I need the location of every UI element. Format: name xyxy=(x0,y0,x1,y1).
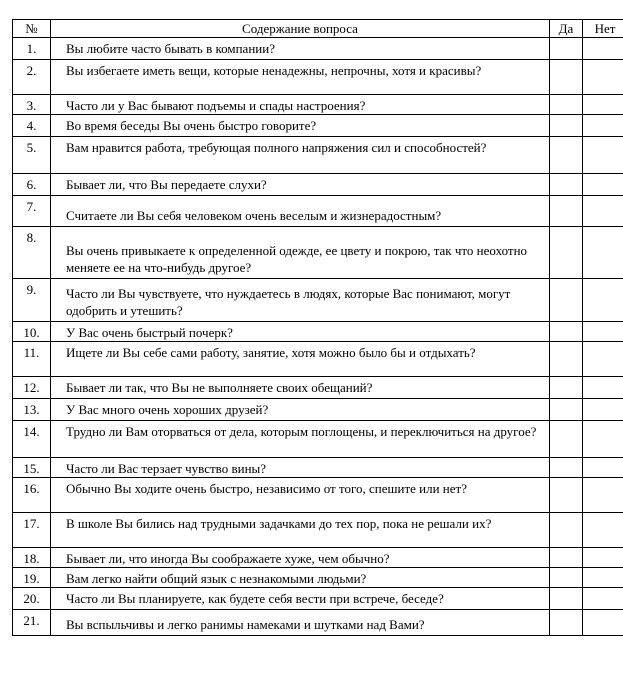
answer-yes-cell[interactable] xyxy=(550,421,583,458)
question-number: 17. xyxy=(13,513,51,548)
answer-yes-cell[interactable] xyxy=(550,137,583,174)
question-number: 18. xyxy=(13,548,51,568)
answer-no-cell[interactable] xyxy=(583,548,623,568)
question-rows xyxy=(13,38,623,636)
answer-no-cell[interactable] xyxy=(583,174,623,196)
answer-yes-cell[interactable] xyxy=(550,588,583,610)
answer-yes-cell[interactable] xyxy=(550,174,583,196)
answer-no-cell[interactable] xyxy=(583,610,623,636)
answer-yes-cell[interactable] xyxy=(550,342,583,377)
answer-yes-cell[interactable] xyxy=(550,513,583,548)
answer-yes-cell[interactable] xyxy=(550,38,583,60)
question-text: У Вас много очень хороших друзей? xyxy=(51,399,550,421)
answer-no-cell[interactable] xyxy=(583,399,623,421)
table-row xyxy=(13,548,623,568)
table-row xyxy=(13,342,623,377)
question-text: Ищете ли Вы себе сами работу, занятие, хотя можно было бы и отдыхать? xyxy=(51,342,550,377)
table-row xyxy=(13,568,623,588)
answer-no-cell[interactable] xyxy=(583,322,623,342)
answer-yes-cell[interactable] xyxy=(550,610,583,636)
answer-no-cell[interactable] xyxy=(583,458,623,478)
answer-yes-cell[interactable] xyxy=(550,60,583,95)
question-text: Часто ли Вы планируете, как будете себя вести при встрече, беседе? xyxy=(51,588,550,610)
question-number: 12. xyxy=(13,377,51,399)
table-row xyxy=(13,377,623,399)
question-text: Во время беседы Вы очень быстро говорите? xyxy=(51,115,550,137)
question-number: 4. xyxy=(13,115,51,137)
question-text: Вы избегаете иметь вещи, которые ненадежны, непрочны, хотя и красивы? xyxy=(51,60,550,95)
table-row xyxy=(13,279,623,322)
table-row xyxy=(13,174,623,196)
header-yes: Да xyxy=(550,20,583,38)
question-number: 13. xyxy=(13,399,51,421)
header-num: № xyxy=(13,20,51,38)
table-row xyxy=(13,137,623,174)
table-row xyxy=(13,322,623,342)
answer-yes-cell[interactable] xyxy=(550,377,583,399)
question-text: Вы очень привыкаете к определенной одежде, ее цвету и покрою, так что неохотно меняете ее на что-нибудь другое? xyxy=(51,227,550,279)
question-text: Вам легко найти общий язык с незнакомыми людьми? xyxy=(51,568,550,588)
question-text: Часто ли Вас терзает чувство вины? xyxy=(51,458,550,478)
answer-no-cell[interactable] xyxy=(583,342,623,377)
answer-no-cell[interactable] xyxy=(583,421,623,458)
question-number: 7. xyxy=(13,196,51,227)
header-no: Нет xyxy=(583,20,623,38)
answer-yes-cell[interactable] xyxy=(550,568,583,588)
table-row xyxy=(13,227,623,279)
question-text: Бывает ли, что иногда Вы соображаете хуже, чем обычно? xyxy=(51,548,550,568)
answer-yes-cell[interactable] xyxy=(550,115,583,137)
table-row xyxy=(13,196,623,227)
answer-no-cell[interactable] xyxy=(583,568,623,588)
question-text: Бывает ли так, что Вы не выполняете своих обещаний? xyxy=(51,377,550,399)
question-text: Бывает ли, что Вы передаете слухи? xyxy=(51,174,550,196)
answer-yes-cell[interactable] xyxy=(550,95,583,115)
table-row xyxy=(13,38,623,60)
table-row xyxy=(13,588,623,610)
table-row xyxy=(13,95,623,115)
question-number: 16. xyxy=(13,478,51,513)
answer-no-cell[interactable] xyxy=(583,137,623,174)
answer-yes-cell[interactable] xyxy=(550,279,583,322)
answer-no-cell[interactable] xyxy=(583,115,623,137)
table-row xyxy=(13,115,623,137)
answer-yes-cell[interactable] xyxy=(550,196,583,227)
table-row xyxy=(13,610,623,636)
table-row xyxy=(13,399,623,421)
question-number: 9. xyxy=(13,279,51,322)
question-text: В школе Вы бились над трудными задачками до тех пор, пока не решали их? xyxy=(51,513,550,548)
question-number: 3. xyxy=(13,95,51,115)
answer-no-cell[interactable] xyxy=(583,38,623,60)
answer-yes-cell[interactable] xyxy=(550,478,583,513)
header-content: Содержание вопроса xyxy=(51,20,550,38)
table-row xyxy=(13,458,623,478)
answer-yes-cell[interactable] xyxy=(550,322,583,342)
question-number: 2. xyxy=(13,60,51,95)
question-number: 19. xyxy=(13,568,51,588)
question-number: 21. xyxy=(13,610,51,636)
question-number: 8. xyxy=(13,227,51,279)
question-text: Трудно ли Вам оторваться от дела, которым поглощены, и переключиться на другое? xyxy=(51,421,550,458)
question-text: Вы любите часто бывать в компании? xyxy=(51,38,550,60)
answer-no-cell[interactable] xyxy=(583,196,623,227)
header-row xyxy=(13,20,623,38)
question-text: Часто ли у Вас бывают подъемы и спады настроения? xyxy=(51,95,550,115)
answer-no-cell[interactable] xyxy=(583,377,623,399)
answer-no-cell[interactable] xyxy=(583,513,623,548)
question-number: 5. xyxy=(13,137,51,174)
question-text: Вы вспыльчивы и легко ранимы намеками и шутками над Вами? xyxy=(51,610,550,636)
answer-yes-cell[interactable] xyxy=(550,227,583,279)
question-number: 20. xyxy=(13,588,51,610)
table-row xyxy=(13,421,623,458)
question-text: У Вас очень быстрый почерк? xyxy=(51,322,550,342)
answer-no-cell[interactable] xyxy=(583,227,623,279)
table-row xyxy=(13,513,623,548)
questionnaire-table xyxy=(12,19,623,636)
question-number: 6. xyxy=(13,174,51,196)
question-number: 10. xyxy=(13,322,51,342)
question-number: 15. xyxy=(13,458,51,478)
question-text: Часто ли Вы чувствуете, что нуждаетесь в людях, которые Вас понимают, могут одобрить и утешить? xyxy=(51,279,550,322)
answer-no-cell[interactable] xyxy=(583,588,623,610)
answer-yes-cell[interactable] xyxy=(550,458,583,478)
answer-yes-cell[interactable] xyxy=(550,399,583,421)
question-number: 11. xyxy=(13,342,51,377)
question-number: 1. xyxy=(13,38,51,60)
question-text: Вам нравится работа, требующая полного напряжения сил и способностей? xyxy=(51,137,550,174)
question-number: 14. xyxy=(13,421,51,458)
answer-no-cell[interactable] xyxy=(583,95,623,115)
questionnaire xyxy=(12,19,616,636)
table-row xyxy=(13,478,623,513)
answer-no-cell[interactable] xyxy=(583,279,623,322)
table-row xyxy=(13,60,623,95)
answer-yes-cell[interactable] xyxy=(550,548,583,568)
answer-no-cell[interactable] xyxy=(583,478,623,513)
question-text: Считаете ли Вы себя человеком очень веселым и жизнерадостным? xyxy=(51,196,550,227)
answer-no-cell[interactable] xyxy=(583,60,623,95)
question-text: Обычно Вы ходите очень быстро, независимо от того, спешите или нет? xyxy=(51,478,550,513)
